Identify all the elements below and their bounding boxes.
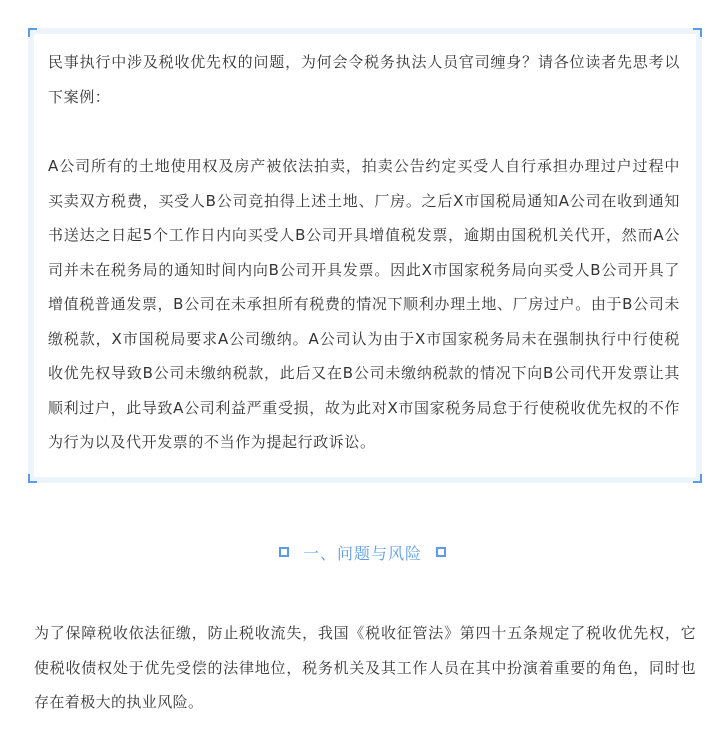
body-paragraph: 为了保障税收依法征缴，防止税收流失，我国《税收征管法》第四十五条规定了税收优先权，它使税收债权处于优先受偿的法律地位，税务机关及其工作人员在其中扮演着重要的角色，同时也存在着极大的执业风险。 (34, 624, 696, 711)
corner-bracket-top-left (28, 28, 37, 37)
corner-bracket-top-right (693, 28, 702, 37)
quote-case-paragraph: A公司所有的土地使用权及房产被依法拍卖，拍卖公告约定买受人自行承担办理过户过程中买卖双方税费，买受人B公司竞拍得上述土地、厂房。之后X市国税局通知A公司在收到通知书送达之日起5个工作日内向买受人B公司开具增值税发票，逾期由国税机关代开，然而A公司并未在税务局的通知时间内向B公司开具发票。因此X市国家税务局向买受人B公司开具了增值税普通发票，B公司在未承担所有税费的情况下顺利办理土地、厂房过户。由于B公司未缴税款，X市国税局要求A公司缴纳。A公司认为由于X市国家税务局未在强制执行中行使税收优先权导致B公司未缴纳税款，此后又在B公司未缴纳税款的情况下向B公司代开发票让其顺利过户，此导致A公司利益严重受损，故为此对X市国家税务局怠于行使税收优先权的不作为行为以及代开发票的不当作为提起行政诉讼。 (48, 157, 680, 451)
section-title: 一、问题与风险 (302, 543, 422, 563)
section-heading (0, 538, 725, 566)
square-icon (279, 547, 289, 557)
quote-intro-paragraph: 民事执行中涉及税收优先权的问题，为何会令税务执法人员官司缠身？请各位读者先思考以下案例： (48, 53, 680, 106)
corner-bracket-bottom-right (693, 474, 702, 483)
square-icon (436, 547, 446, 557)
corner-bracket-bottom-left (28, 474, 37, 483)
